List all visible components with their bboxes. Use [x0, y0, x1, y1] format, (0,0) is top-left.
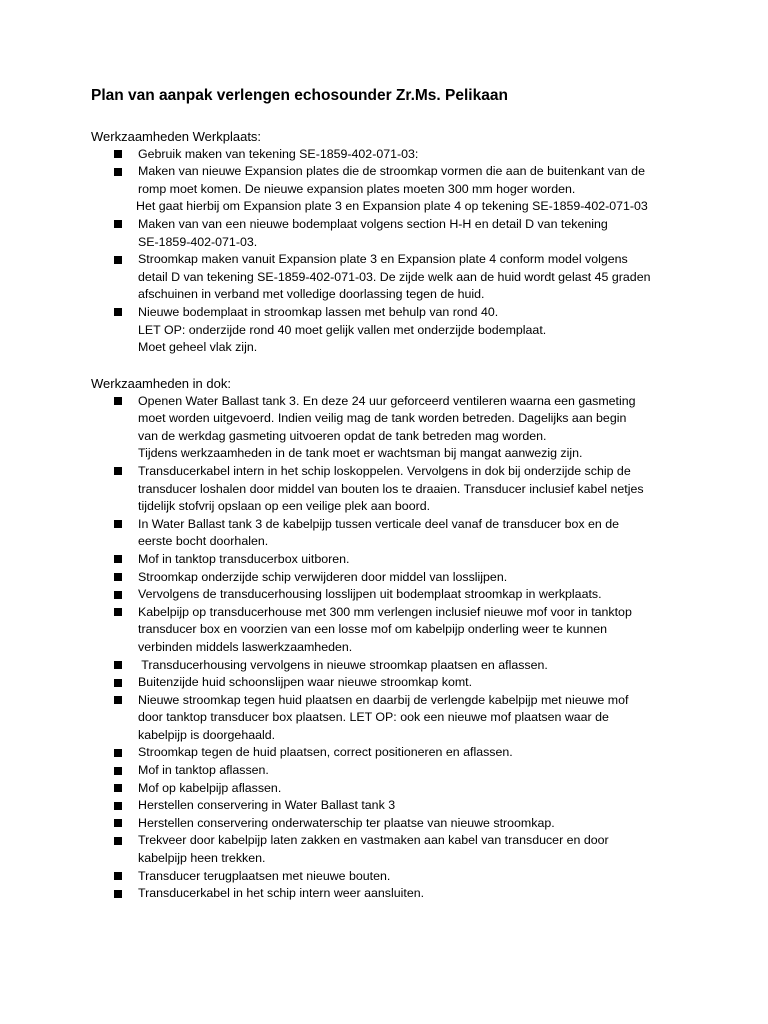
list-item-line: Tijdens werkzaamheden in de tank moet er wachtsman bij mangat aanwezig zijn. [138, 446, 583, 461]
list-item-line: Trekveer door kabelpijp laten zakken en vastmaken aan kabel van transducer en door [138, 833, 609, 848]
section-heading: Werkzaamheden in dok: [91, 376, 231, 391]
list-item-line: Gebruik maken van tekening SE-1859-402-071-03: [138, 146, 419, 161]
page-title: Plan van aanpak verlengen echosounder Zr.Ms. Pelikaan [91, 87, 508, 104]
list-item-line: LET OP: onderzijde rond 40 moet gelijk vallen met onderzijde bodemplaat. [138, 322, 547, 337]
list-item-line: Moet geheel vlak zijn. [138, 340, 258, 355]
square-bullet-icon [114, 837, 122, 845]
square-bullet-icon [114, 696, 122, 704]
list-item-line: kabelpijp is doorgehaald. [138, 727, 276, 742]
list-item [91, 815, 711, 833]
list-item-line: Stroomkap onderzijde schip verwijderen door middel van losslijpen. [138, 569, 508, 584]
list-item [91, 832, 711, 867]
list-item [91, 674, 711, 692]
list-item [91, 586, 711, 604]
list-item-line: Nieuwe bodemplaat in stroomkap lassen met behulp van rond 40. [138, 304, 499, 319]
list-item [91, 463, 711, 516]
square-bullet-icon [114, 784, 122, 792]
list-item-line: Stroomkap maken vanuit Expansion plate 3 en Expansion plate 4 conform model volgens [138, 252, 628, 267]
list-item-line: transducer loshalen door middel van bouten los te draaien. Transducer inclusief kabel netjes [138, 481, 644, 496]
list-item [91, 516, 711, 551]
square-bullet-icon [114, 608, 122, 616]
list-item-line: Buitenzijde huid schoonslijpen waar nieuwe stroomkap komt. [138, 675, 473, 690]
list-item [91, 762, 711, 780]
bullet-list [91, 393, 711, 903]
section-werkplaats [91, 128, 711, 357]
square-bullet-icon [114, 767, 122, 775]
list-item-line: Nieuwe stroomkap tegen huid plaatsen en daarbij de verlengde kabelpijp met nieuwe mof [138, 692, 629, 707]
list-item [91, 569, 711, 587]
list-item-line: Stroomkap tegen de huid plaatsen, correct positioneren en aflassen. [138, 745, 513, 760]
list-item [91, 216, 711, 251]
list-item-line: Transducerkabel intern in het schip loskoppelen. Vervolgens in dok bij onderzijde schip de [138, 463, 631, 478]
square-bullet-icon [114, 802, 122, 810]
list-item [91, 146, 711, 164]
square-bullet-icon [114, 256, 122, 264]
list-item-line: In Water Ballast tank 3 de kabelpijp tussen verticale deel vanaf de transducer box en de [138, 516, 619, 531]
list-item-line: Kabelpijp op transducerhouse met 300 mm verlengen inclusief nieuwe mof voor in tanktop [138, 604, 632, 619]
list-item-line: van de werkdag gasmeting uitvoeren opdat de tank betreden mag worden. [138, 428, 547, 443]
list-item [91, 885, 711, 903]
square-bullet-icon [114, 890, 122, 898]
square-bullet-icon [114, 467, 122, 475]
list-item [91, 393, 711, 463]
bullet-list [91, 146, 711, 357]
square-bullet-icon [114, 573, 122, 581]
square-bullet-icon [114, 308, 122, 316]
list-item-line: transducer box en voorzien van een losse mof om kabelpijp onderling weer te kunnen [138, 622, 608, 637]
list-item-line: Mof in tanktop transducerbox uitboren. [138, 551, 350, 566]
list-item-line: Transducerhousing vervolgens in nieuwe stroomkap plaatsen en aflassen. [138, 657, 548, 672]
list-item-line: kabelpijp heen trekken. [138, 851, 266, 866]
list-item [91, 163, 711, 216]
list-item-line: verbinden middels laswerkzaamheden. [138, 639, 353, 654]
square-bullet-icon [114, 520, 122, 528]
list-item-line: Maken van nieuwe Expansion plates die de stroomkap vormen die aan de buitenkant van de [138, 164, 645, 179]
list-item-line: Openen Water Ballast tank 3. En deze 24 uur geforceerd ventileren waarna een gasmeting [138, 393, 636, 408]
list-item-line: moet worden uitgevoerd. Indien veilig mag de tank worden betreden. Dagelijks aan begin [138, 411, 627, 426]
list-item [91, 780, 711, 798]
list-item [91, 604, 711, 657]
list-item [91, 868, 711, 886]
list-item [91, 251, 711, 304]
list-item [91, 551, 711, 569]
list-item-line: afschuinen in verband met volledige doorlassing tegen de huid. [138, 287, 485, 302]
list-item [91, 797, 711, 815]
square-bullet-icon [114, 749, 122, 757]
list-item-line: door tanktop transducer box plaatsen. LET OP: ook een nieuwe mof plaatsen waar de [138, 710, 609, 725]
square-bullet-icon [114, 555, 122, 563]
list-item-line: Het gaat hierbij om Expansion plate 3 en Expansion plate 4 op tekening SE-1859-402-071-03 [136, 199, 648, 214]
list-item [91, 304, 711, 357]
section-dok [91, 375, 711, 903]
square-bullet-icon [114, 150, 122, 158]
list-item [91, 744, 711, 762]
square-bullet-icon [114, 168, 122, 176]
list-item-line: Mof op kabelpijp aflassen. [138, 780, 282, 795]
square-bullet-icon [114, 872, 122, 880]
list-item-line: Mof in tanktop aflassen. [138, 763, 269, 778]
square-bullet-icon [114, 397, 122, 405]
list-item-line: SE-1859-402-071-03. [138, 234, 258, 249]
list-item-line: tijdelijk stofvrij opslaan op een veilige plek aan boord. [138, 499, 431, 514]
list-item [91, 692, 711, 745]
list-item-line: Transducerkabel in het schip intern weer aansluiten. [138, 886, 425, 901]
list-item-line: Maken van van een nieuwe bodemplaat volgens section H-H en detail D van tekening [138, 216, 608, 231]
list-item-line: romp moet komen. De nieuwe expansion plates moeten 300 mm hoger worden. [138, 181, 576, 196]
square-bullet-icon [114, 679, 122, 687]
list-item-line: Vervolgens de transducerhousing losslijpen uit bodemplaat stroomkap in werkplaats. [138, 587, 602, 602]
square-bullet-icon [114, 819, 122, 827]
section-heading: Werkzaamheden Werkplaats: [91, 129, 262, 144]
list-item-line: detail D van tekening SE-1859-402-071-03. De zijde welk aan de huid wordt gelast 45 graden [138, 269, 651, 284]
list-item-line: Herstellen conservering in Water Ballast tank 3 [138, 798, 396, 813]
list-item [91, 657, 711, 675]
square-bullet-icon [114, 220, 122, 228]
square-bullet-icon [114, 591, 122, 599]
square-bullet-icon [114, 661, 122, 669]
list-item-line: Transducer terugplaatsen met nieuwe bouten. [138, 868, 391, 883]
list-item-line: Herstellen conservering onderwaterschip ter plaatse van nieuwe stroomkap. [138, 815, 555, 830]
list-item-line: eerste bocht doorhalen. [138, 534, 269, 549]
